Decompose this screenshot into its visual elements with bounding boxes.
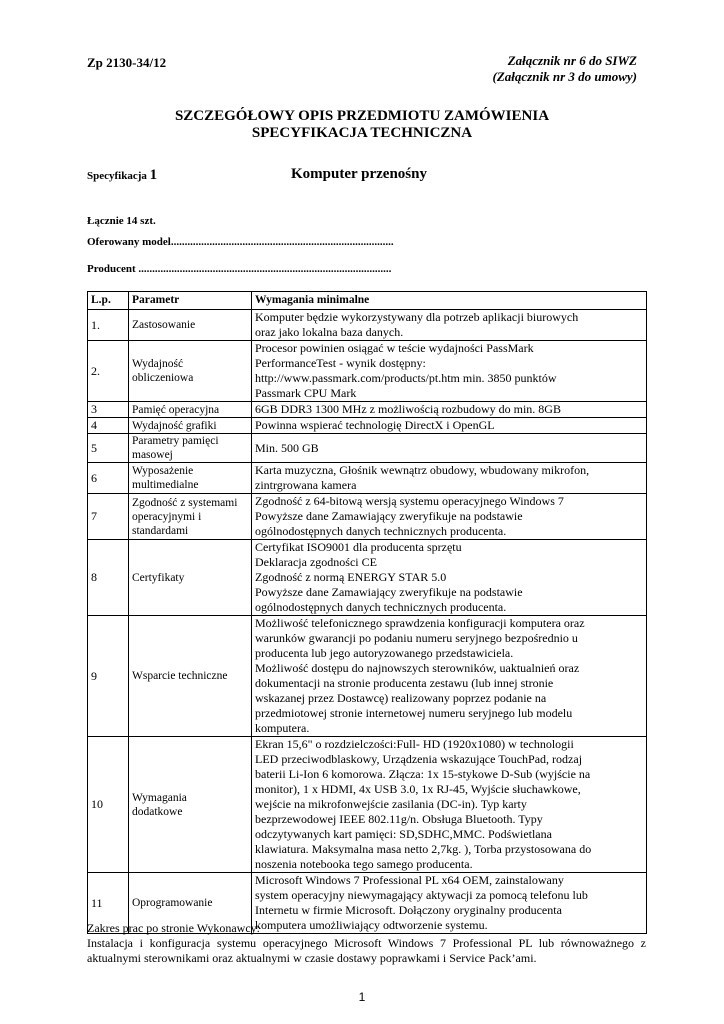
requirement-line: bezprzewodowej IEEE 802.11g/n. Obsługa Bluetooth. Typy	[255, 812, 543, 826]
requirement-cell	[252, 494, 647, 540]
requirement-line: Powyższe dane Zamawiający zweryfikuje na podstawie	[255, 585, 523, 599]
scope-heading: Zakres prac po stronie Wykonawcy:	[87, 921, 260, 935]
requirement-line: Zgodność z 64-bitową wersją systemu operacyjnego Windows 7	[255, 494, 564, 508]
requirement-line: 6GB DDR3 1300 MHz z możliwością rozbudowy do min. 8GB	[255, 402, 561, 416]
title-line-2: SPECYFIKACJA TECHNICZNA	[251, 125, 473, 141]
requirement-line: PerformanceTest - wynik dostępny:	[255, 356, 426, 370]
requirement-cell	[252, 463, 647, 494]
parameter-cell	[129, 540, 252, 616]
requirement-cell	[252, 737, 647, 873]
parameter-line: Certyfikaty	[132, 571, 185, 584]
parameter-line: Wyposażenie	[132, 465, 194, 477]
requirement-line: Procesor powinien osiągać w teście wydajności PassMark	[255, 341, 534, 355]
requirement-line: Min. 500 GB	[255, 440, 319, 455]
row-number: 2.	[88, 341, 129, 402]
attachment-line-1: Załącznik nr 6 do SIWZ	[507, 53, 637, 68]
spec-number: 1	[149, 167, 158, 183]
requirement-line: wejście na mikrofonwejście zasilania (DC-in). Typ karty	[255, 797, 527, 811]
row-number: 9	[88, 616, 129, 737]
requirement-line: dokumentacji na stronie producenta zestawu (lub innej stronie	[255, 676, 554, 690]
requirement-cell	[252, 434, 647, 463]
parameter-cell	[129, 434, 252, 463]
quantity-line: Łącznie 14 szt.	[87, 215, 156, 227]
header-lp: L.p.	[88, 292, 129, 310]
table-row	[88, 616, 647, 737]
requirement-line: noszenia notebooka tego samego producenta.	[255, 857, 473, 871]
document-title	[0, 108, 724, 142]
parameter-cell	[129, 737, 252, 873]
requirement-line: ogólnodostępnych danych technicznych producenta.	[255, 524, 507, 538]
requirement-line: Powinna wspierać technologię DirectX i OpenGL	[255, 418, 495, 432]
parameter-line: Wydajność grafiki	[132, 419, 217, 432]
attachment-line-2: (Załącznik nr 3 do umowy)	[492, 69, 637, 84]
requirement-line: system operacyjny niewymagający aktywacji za pomocą telefonu lub	[255, 888, 588, 902]
requirement-line: Internetu w firmie Microsoft. Dołączony oryginalny producenta	[255, 903, 562, 917]
requirement-line: Możliwość telefonicznego sprawdzenia konfiguracji komputera oraz	[255, 616, 585, 630]
requirement-line: komputera.	[255, 721, 310, 735]
requirement-line: Certyfikat ISO9001 dla producenta sprzętu	[255, 540, 462, 554]
requirement-cell	[252, 418, 647, 434]
row-number: 1.	[88, 310, 129, 341]
requirement-line: producenta lub jego autoryzowanego przedstawiciela.	[255, 646, 514, 660]
specification-table	[87, 291, 647, 934]
requirement-line: Microsoft Windows 7 Professional PL x64 OEM, zainstalowany	[255, 873, 564, 887]
document-reference: Zp 2130-34/12	[87, 55, 167, 70]
row-number: 5	[88, 434, 129, 463]
requirement-line: monitor), 1 x HDMI, 4x USB 3.0, 1x RJ-45, Wyjście słuchawkowe,	[255, 782, 581, 796]
requirement-line: LED przeciwodblaskowy, Urządzenia wskazujące TouchPad, rodzaj	[255, 752, 583, 766]
table-body	[88, 310, 647, 934]
page-number: 1	[358, 990, 366, 1004]
header-requirements: Wymagania minimalne	[252, 292, 647, 310]
offered-model-field: Oferowany model.................................................................................	[87, 236, 394, 248]
requirement-cell	[252, 402, 647, 418]
requirement-line: baterii Li-Ion 6 komorowa. Złącza: 1x 15-stykowe D-Sub (wyjście na	[255, 767, 591, 781]
requirement-line: przedmiotowej stronie internetowej numeru seryjnego lub modelu	[255, 706, 573, 720]
requirement-line: warunków gwarancji po podaniu numeru seryjnego bezpośrednio u	[255, 631, 578, 645]
table-row	[88, 494, 647, 540]
parameter-line: standardami	[132, 524, 189, 537]
requirement-line: zintrgrowana kamera	[255, 478, 357, 492]
parameter-cell	[129, 616, 252, 737]
requirement-line: Ekran 15,6" o rozdzielczości:Full- HD (1920x1080) w technologii	[255, 737, 574, 751]
table-row	[88, 310, 647, 341]
row-number: 6	[88, 463, 129, 494]
requirement-line: oraz jako lokalna baza danych.	[255, 325, 404, 339]
requirement-line: Zgodność z normą ENERGY STAR 5.0	[255, 570, 447, 584]
requirement-line: klawiatura. Maksymalna masa netto 2,7kg. ), Torba przystosowana do	[255, 842, 592, 856]
parameter-line: Pamięć operacyjna	[132, 403, 220, 416]
parameter-line: Wsparcie techniczne	[132, 670, 228, 682]
parameter-line: obliczeniowa	[132, 372, 194, 384]
row-number: 4	[88, 418, 129, 434]
requirement-line: Możliwość dostępu do najnowszych sterowników, uaktualnień oraz	[255, 661, 580, 675]
table-row	[88, 463, 647, 494]
requirement-cell	[252, 310, 647, 341]
parameter-line: Oprogramowanie	[132, 897, 213, 909]
requirement-line: http://www.passmark.com/products/pt.htm min. 3850 punktów	[255, 371, 557, 385]
requirement-cell	[252, 616, 647, 737]
requirement-line: Passmark CPU Mark	[255, 386, 357, 400]
parameter-line: Wydajność	[132, 358, 184, 370]
table-row	[88, 402, 647, 418]
table-row	[88, 434, 647, 463]
parameter-cell	[129, 310, 252, 341]
requirement-line: wskazanej przez Dostawcę) realizowany poprzez podanie na	[255, 691, 547, 705]
row-number: 7	[88, 494, 129, 540]
requirement-line: Komputer będzie wykorzystywany dla potrzeb aplikacji biurowych	[255, 310, 579, 324]
scope-description: Instalacja i konfiguracja systemu operacyjnego Microsoft Windows 7 Professional PL lub równoważnego z aktualnymi sterownikami oraz aktualnymi w czasie dostawy poprawkami i Service Pack’ami.	[87, 936, 646, 965]
requirement-line: Powyższe dane Zamawiający zweryfikuje na podstawie	[255, 509, 523, 523]
row-number: 10	[88, 737, 129, 873]
parameter-line: Zastosowanie	[132, 319, 196, 331]
requirement-cell	[252, 341, 647, 402]
requirement-line: Karta muzyczna, Głośnik wewnątrz obudowy, wbudowany mikrofon,	[255, 463, 590, 477]
attachment-note	[493, 53, 637, 85]
parameter-line: multimedialne	[132, 479, 199, 491]
parameter-line: dodatkowe	[132, 805, 183, 818]
parameter-line: Zgodność z systemami	[132, 496, 238, 509]
parameter-cell	[129, 463, 252, 494]
table-row	[88, 341, 647, 402]
producer-field: Producent ............................................................................................	[87, 263, 392, 275]
parameter-cell	[129, 402, 252, 418]
parameter-line: Wymagania	[132, 791, 187, 804]
parameter-line: operacyjnymi i	[132, 510, 202, 523]
table-row	[88, 737, 647, 873]
parameter-cell	[129, 494, 252, 540]
scope-of-work	[87, 921, 646, 966]
title-line-1: SZCZEGÓŁOWY OPIS PRZEDMIOTU ZAMÓWIENIA	[174, 108, 550, 124]
parameter-line: Parametry pamięci	[132, 435, 219, 447]
requirement-cell	[252, 540, 647, 616]
table-row	[88, 418, 647, 434]
requirement-line: odczytywanych kart pamięci: SD,SDHC,MMC. Podświetlana	[255, 827, 552, 841]
spec-label-text: Specyfikacja	[87, 170, 147, 182]
row-number: 3	[88, 402, 129, 418]
requirement-line: ogólnodostępnych danych technicznych producenta.	[255, 600, 507, 614]
table-row	[88, 540, 647, 616]
row-number: 11	[88, 873, 129, 934]
requirement-line: Deklaracja zgodności CE	[255, 555, 377, 569]
requirement-line: komputera umożliwiający odtworzenie systemu.	[255, 918, 488, 932]
specification-name: Komputer przenośny	[291, 166, 427, 182]
row-number: 8	[88, 540, 129, 616]
parameter-cell	[129, 341, 252, 402]
parameter-cell	[129, 418, 252, 434]
specification-label	[87, 167, 157, 184]
table-header-row	[88, 292, 647, 310]
header-parameter: Parametr	[129, 292, 252, 310]
parameter-line: masowej	[132, 449, 173, 461]
